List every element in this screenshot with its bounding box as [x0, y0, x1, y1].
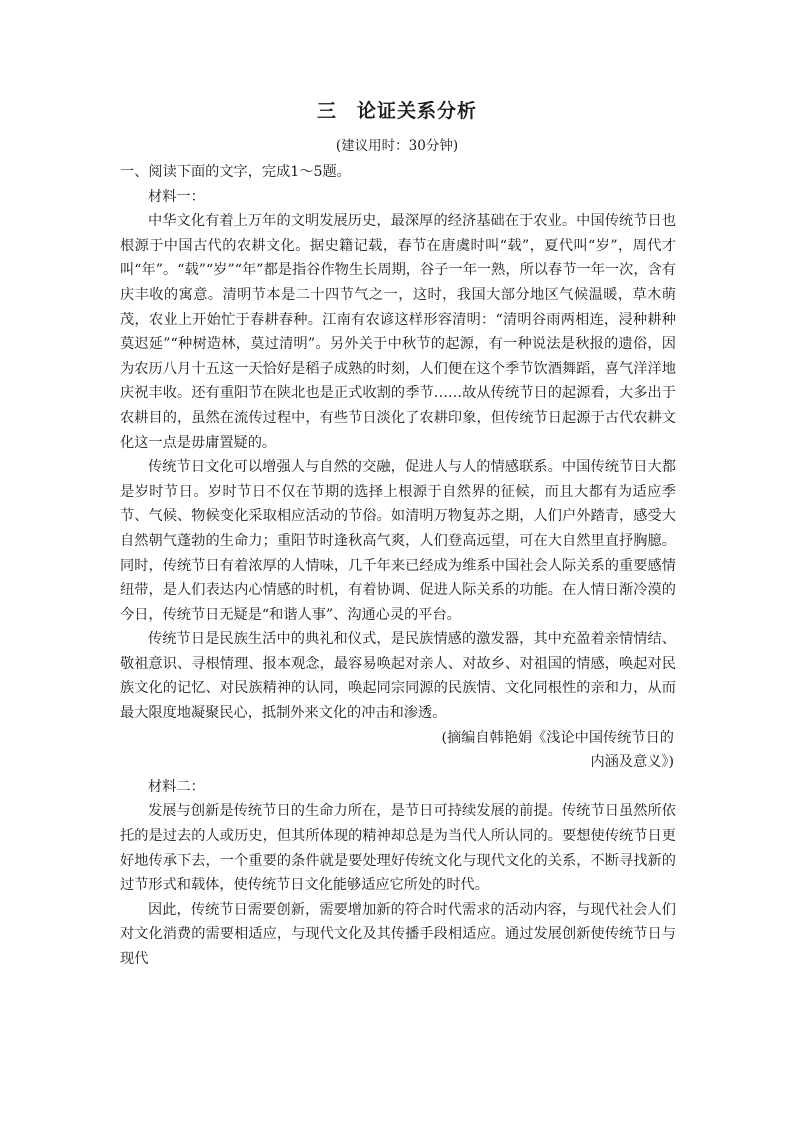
article-body — [120, 160, 676, 972]
question-intro: 一、阅读下面的文字，完成1～5题。 — [120, 164, 351, 180]
material-one-source: (摘编自韩艳娟《浅论中国传统节日的 — [441, 729, 674, 746]
material-two-paragraph: 因此，传统节日需要创新，需要增加新的符合时代需求的活动内容，与现代社会人们对文化消费的需要相适应，与现代文化及其传播手段相适应。通过发展创新使传统节日与现代 — [120, 901, 676, 967]
material-two-paragraph: 发展与创新是传统节日的生命力所在，是节日可持续发展的前提。传统节日虽然所依托的是过去的人或历史，但其所体现的精神却总是为当代人所认同的。要想使传统节日更好地传承下去，一个重要的条件就是要处理好传统文化与现代文化的关系，不断寻找新的过节形式和载体，使传统节日文化能够适应它所处的时代。 — [120, 803, 676, 894]
material-one-paragraph: 传统节日文化可以增强人与自然的交融，促进人与人的情感联系。中国传统节日大都是岁时节日。岁时节日不仅在节期的选择上根源于自然界的征候，而且大都有为适应季节、气候、物候变化采取相应活动的节俗。如清明万物复苏之期，人们户外踏青，感受大自然朝气蓬勃的生命力；重阳节时逢秋高气爽，人们登高远望，可在大自然里直抒胸臆。同时，传统节日有着浓厚的人情味，几千年来已经成为维系中国社会人际关系的重要感情纽带，是人们表达内心情感的时机，有着协调、促进人际关系的功能。在人情日渐冷漠的今日，传统节日无疑是“和谐人事”、沟通心灵的平台。 — [120, 459, 676, 623]
material-one-source-continued: 内涵及意义》) — [590, 754, 674, 771]
material-one-label: 材料一： — [148, 188, 205, 205]
material-two-label: 材料二： — [148, 778, 205, 795]
page-title: 三 论证关系分析 — [316, 100, 477, 122]
material-one-paragraph: 传统节日是民族生活中的典礼和仪式，是民族情感的激发器，其中充盈着亲情情结、敬祖意识、寻根情理、报本观念，最容易唤起对亲人、对故乡、对祖国的情感，唤起对民族文化的记忆、对民族精神的认同，唤起同宗同源的民族情、文化同根性的亲和力，从而最大限度地凝聚民心，抵制外来文化的冲击和渗透。 — [120, 631, 676, 722]
time-suggestion: (建议用时：30分钟) — [335, 138, 459, 154]
material-one-paragraph: 中华文化有着上万年的文明发展历史，最深厚的经济基础在于农业。中国传统节日也根源于中国古代的农耕文化。据史籍记载，春节在唐虞时叫“载”，夏代叫“岁”，周代才叫“年”。“载”“岁”“年”都是指谷作物生长周期，谷子一年一熟，所以春节一年一次，含有庆丰收的寓意。清明节本是二十四节气之一，这时，我国大部分地区气候温暖，草木萌茂，农业上开始忙于春耕春种。江南有农谚这样形容清明：“清明谷雨两相连，浸种耕种莫迟延”“种树造林，莫过清明”。另外关于中秋节的起源，有一种说法是秋报的遗俗，因为农历八月十五这一天恰好是稻子成熟的时刻，人们便在这个季节饮酒舞蹈，喜气洋洋地庆祝丰收。还有重阳节在陕北也是正式收割的季节……故从传统节日的起源看，大多出于农耕目的，虽然在流传过程中，有些节日淡化了农耕印象，但传统节日起源于古代农耕文化这一点是毋庸置疑的。 — [120, 213, 676, 451]
